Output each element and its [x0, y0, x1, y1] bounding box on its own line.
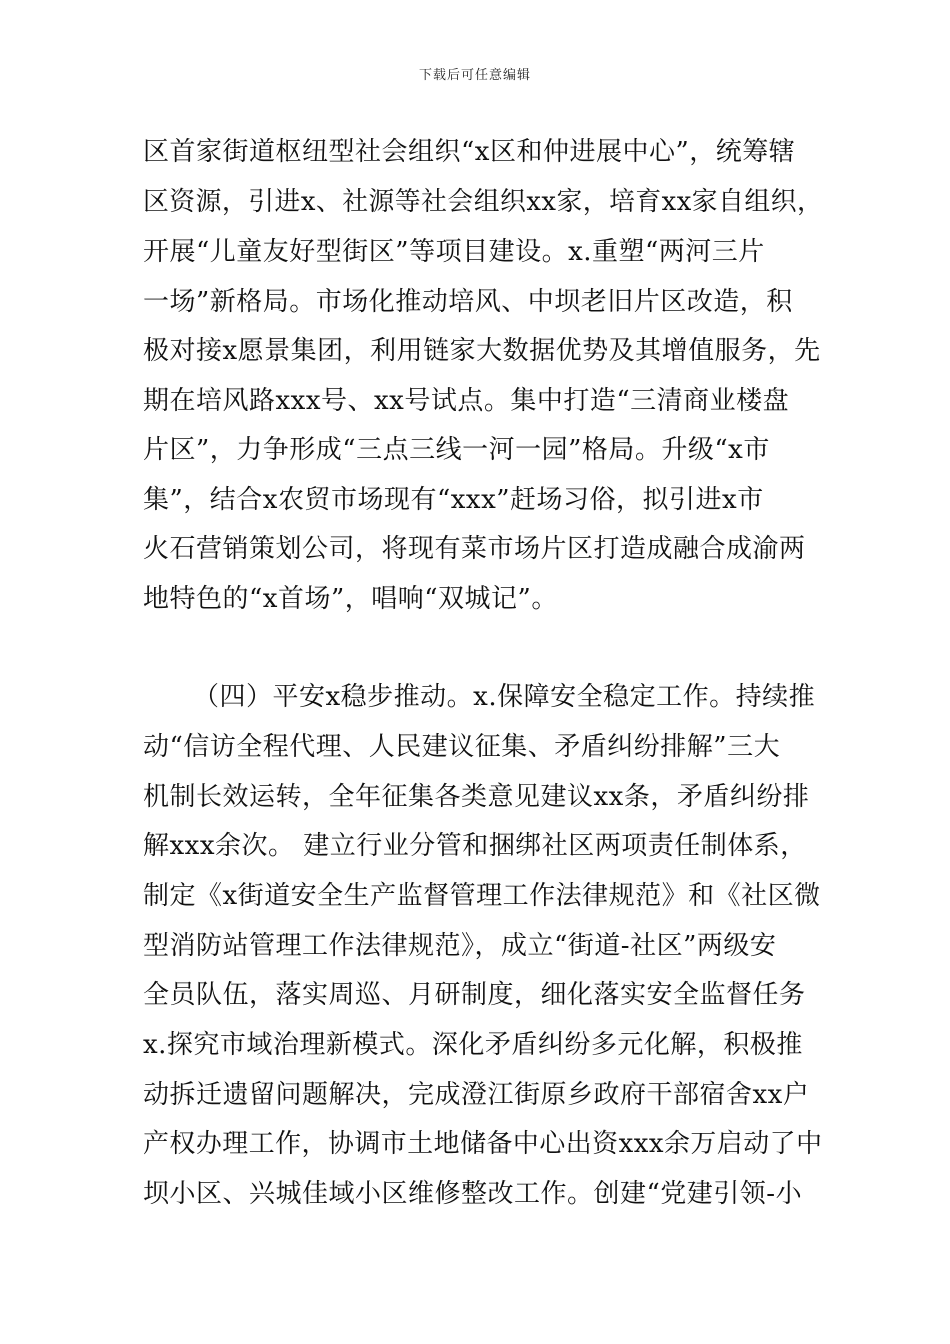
paragraph-line: 期在培风路xxx号、xx号试点。集中打造“三清商业楼盘 — [143, 386, 790, 416]
paragraph-line: 全员队伍，落实周巡、月研制度，细化落实安全监督任务 — [143, 980, 806, 1010]
paragraph-line: 产权办理工作，协调市土地储备中心出资xxx余万启动了中 — [143, 1129, 823, 1159]
paragraph-line: （四）平安x稳步推动。x.保障安全稳定工作。持续推 — [193, 682, 816, 712]
paragraph-line: 动拆迁遗留问题解决，完成澄江街原乡政府干部宿舍xx户 — [143, 1080, 810, 1110]
paragraph-line: 区资源，引进x、社源等社会组织xx家，培育xx家自组织， — [143, 187, 824, 217]
paragraph-line: 地特色的“x首场”，唱响“双城记”。 — [143, 584, 558, 614]
paragraph-line: 坝小区、兴城佳域小区维修整改工作。创建“党建引领-小 — [143, 1179, 803, 1209]
paragraph-line: 片区”，力争形成“三点三线一河一园”格局。升级“x市 — [143, 435, 770, 465]
paragraph-line: 机制长效运转，全年征集各类意见建议xx条，矛盾纠纷排 — [143, 782, 810, 812]
paragraph-line: 动“信访全程代理、人民建议征集、矛盾纠纷排解”三大 — [143, 732, 781, 762]
paragraph-line: 极对接x愿景集团，利用链家大数据优势及其增值服务，先 — [143, 336, 821, 366]
paragraph-line: 一场”新格局。市场化推动培风、中坝老旧片区改造，积 — [143, 287, 793, 317]
paragraph-line: 制定《x街道安全生产监督管理工作法律规范》和《社区微 — [143, 881, 821, 911]
paragraph-line: 开展“儿童友好型街区”等项目建设。x.重塑“两河三片 — [143, 237, 765, 267]
paragraph-line: 集”，结合x农贸市场现有“xxx”赶场习俗，拟引进x市 — [143, 485, 764, 515]
paragraph-line: x.探究市域治理新模式。深化矛盾纠纷多元化解，积极推 — [143, 1030, 803, 1060]
page-header-note: 下载后可任意编辑 — [418, 68, 531, 83]
paragraph-line: 解xxx余次。 建立行业分管和捆绑社区两项责任制体系， — [143, 831, 807, 861]
paragraph-line: 型消防站管理工作法律规范》，成立“街道-社区”两级安 — [143, 931, 777, 961]
paragraph-line: 区首家街道枢纽型社会组织“x区和仲进展中心”，统筹辖 — [143, 137, 796, 167]
paragraph-line: 火石营销策划公司，将现有菜市场片区打造成融合成渝两 — [143, 534, 806, 564]
